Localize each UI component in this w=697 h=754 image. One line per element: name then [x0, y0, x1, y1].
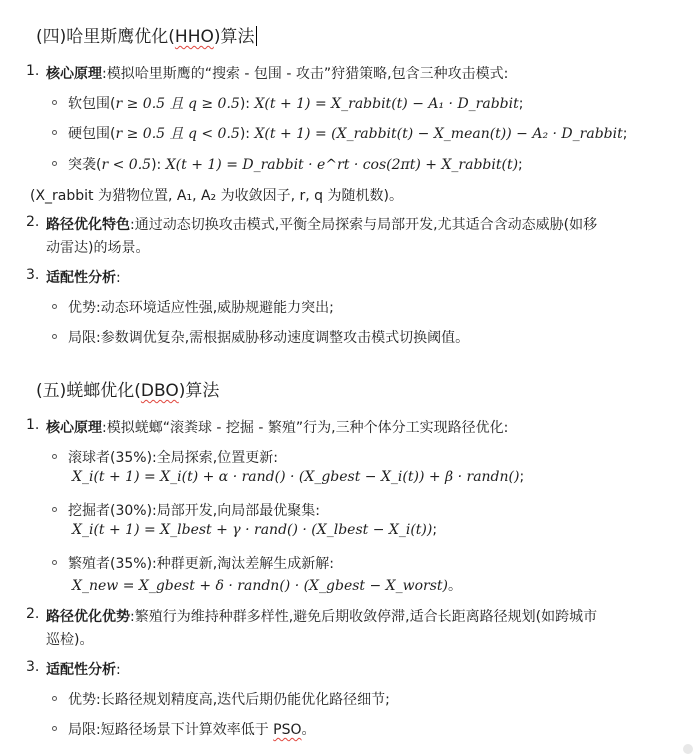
bullet-icon: [52, 726, 57, 731]
advantage-text: 优势:动态环境适应性强,威胁规避能力突出;: [68, 300, 334, 316]
formula-end: ;: [432, 522, 438, 538]
heading-text: (五)蜣螂优化(: [36, 381, 141, 401]
mode-formula: X(t + 1) = (X_rabbit(t) − X_mean(t)) − A₂ · D_rabbit: [254, 126, 623, 142]
mode-colon: ):: [239, 126, 251, 142]
item-colon: :: [116, 270, 121, 286]
list-number: 1.: [26, 417, 40, 433]
mode-condition: r ≥ 0.5 且 q ≥ 0.5: [115, 96, 240, 112]
bullet-icon: [52, 560, 57, 565]
list-number: 1.: [26, 63, 40, 79]
digger-formula: X_i(t + 1) = X_lbest + γ · rand() · (X_lbest − X_i(t)): [72, 522, 433, 538]
mode-end: ;: [518, 157, 523, 173]
item-label: 适配性分析: [46, 270, 116, 286]
bullet-icon: [52, 334, 57, 339]
variable-note: (X_rabbit 为猎物位置, A₁, A₂ 为收敛因子, r, q 为随机数)。: [30, 188, 403, 204]
bullet-icon: [52, 507, 57, 512]
mode-soft-besiege: [68, 93, 523, 113]
mode-end: ;: [518, 96, 524, 112]
item-text: :通过动态切换攻击模式,平衡全局探索与局部开发,尤其适合含动态威胁(如移: [130, 217, 598, 233]
digger-text: 挖掘者(30%):局部开发,向局部最优聚集:: [68, 503, 320, 519]
heading-abbr: DBO: [140, 381, 179, 401]
advantage-text: 优势:长路径规划精度高,迭代后期仍能优化路径细节;: [68, 692, 390, 708]
mode-condition: r < 0.5: [101, 157, 152, 173]
item-text-continued: 巡检)。: [46, 632, 94, 648]
heading-text-end: )算法: [213, 27, 255, 47]
mode-surprise-pounce: [68, 154, 523, 174]
item-label: 核心原理: [46, 66, 102, 82]
item-label: 路径优化特色: [46, 217, 130, 233]
bullet-icon: [52, 696, 57, 701]
mode-colon: ):: [151, 157, 162, 173]
section-heading-dbo: [36, 376, 219, 401]
roller-formula-line: [72, 469, 524, 485]
text-cursor: [256, 26, 257, 46]
heading-text-end: )算法: [178, 381, 220, 401]
breeder-text: 繁殖者(35%):种群更新,淘汰差解生成新解:: [68, 556, 334, 572]
roller-formula: X_i(t + 1) = X_i(t) + α · rand() · (X_gbest − X_i(t)) + β · randn(): [72, 469, 520, 485]
bullet-icon: [52, 100, 57, 105]
item-label: 路径优化优势: [46, 609, 130, 625]
breeder-formula-line: [72, 575, 462, 595]
mode-end: ;: [622, 126, 628, 142]
mode-condition: r ≥ 0.5 且 q < 0.5: [115, 126, 240, 142]
bullet-icon: [52, 454, 57, 459]
list-number: 2.: [26, 606, 40, 622]
list-number: 2.: [26, 214, 40, 230]
core-principle-line: [46, 417, 508, 437]
mode-formula: X(t + 1) = D_rabbit · e^rt · cos(2πt) + X_rabbit(t): [165, 157, 519, 173]
digger-formula-line: [72, 522, 437, 538]
mode-colon: ):: [239, 96, 251, 112]
item-text: :繁殖行为维持种群多样性,避免后期收敛停滞,适合长距离路径规划(如跨城市: [130, 609, 598, 625]
path-feature-line: [46, 214, 597, 234]
formula-end: ;: [519, 469, 525, 485]
item-label: 核心原理: [46, 420, 102, 436]
mode-label: 硬包围(: [68, 126, 116, 142]
list-number: 3.: [26, 659, 40, 675]
adaptability-line: [46, 659, 121, 679]
mode-label: 突袭(: [68, 157, 102, 173]
item-label: 适配性分析: [46, 662, 116, 678]
item-colon: :: [116, 662, 121, 678]
heading-abbr: HHO: [174, 27, 214, 47]
item-text: :模拟哈里斯鹰的“搜索 - 包围 - 攻击”狩猎策略,包含三种攻击模式:: [102, 66, 509, 82]
core-principle-line: [46, 63, 508, 83]
formula-end: 。: [448, 578, 463, 594]
mode-label: 软包围(: [68, 96, 116, 112]
limitation-line: [68, 719, 316, 739]
mode-formula: X(t + 1) = X_rabbit(t) − A₁ · D_rabbit: [254, 96, 519, 112]
bullet-icon: [52, 304, 57, 309]
limitation-text: 局限:参数调优复杂,需根据威胁移动速度调整攻击模式切换阈值。: [68, 330, 470, 346]
breeder-formula: X_new = X_gbest + δ · randn() · (X_gbest − X_worst): [72, 578, 449, 594]
list-number: 3.: [26, 267, 40, 283]
bullet-icon: [52, 161, 57, 166]
adaptability-line: [46, 267, 121, 287]
mode-hard-besiege: [68, 123, 627, 143]
limitation-text: 局限:短路径场景下计算效率低于: [68, 722, 274, 738]
section-heading-hho: [36, 22, 257, 47]
roller-text: 滚球者(35%):全局探索,位置更新:: [68, 450, 278, 466]
limitation-end: 。: [301, 722, 316, 738]
scroll-corner-icon: [683, 744, 693, 754]
item-text-continued: 动雷达)的场景。: [46, 240, 150, 256]
path-advantage-line: [46, 606, 597, 626]
item-text: :模拟蜣螂“滚粪球 - 挖掘 - 繁殖”行为,三种个体分工实现路径优化:: [102, 420, 509, 436]
bullet-icon: [52, 130, 57, 135]
limitation-abbr: PSO: [273, 722, 302, 738]
heading-text: (四)哈里斯鹰优化(: [36, 27, 175, 47]
